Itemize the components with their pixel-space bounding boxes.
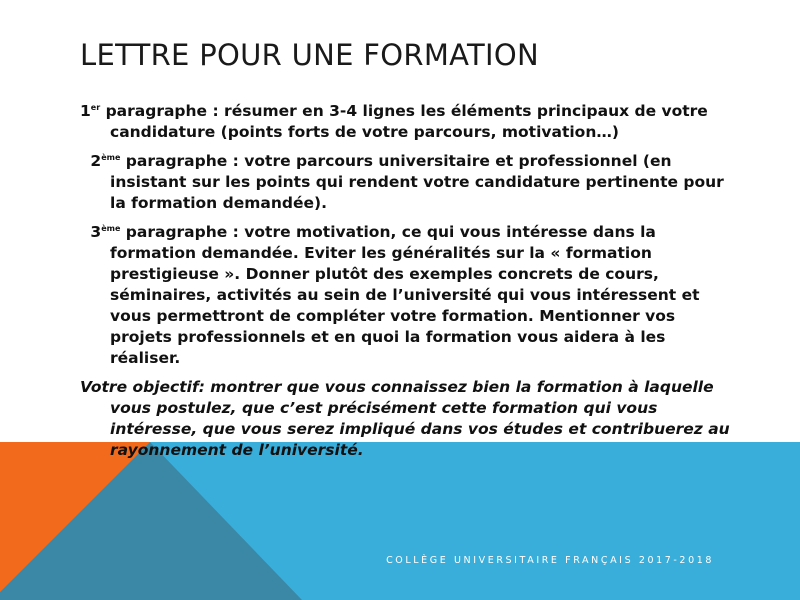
paragraph-text: paragraphe : votre motivation, ce qui vous intéresse dans la formation demandée. Eviter les généralités sur la « formation prestigieuse ». Donner plutôt des exemples concrets de cours, séminaires, activités au sein de l’université qui vous intéressent et vous permettront de compléter votre formation. Mentionner vos projets professionnels et en quoi la formation vous aidera à les réaliser.: [110, 223, 700, 367]
paragraph-ordinal: er: [90, 103, 101, 112]
slide-title: LETTRE POUR UNE FORMATION: [80, 38, 540, 72]
paragraph-text: paragraphe : résumer en 3-4 lignes les éléments principaux de votre candidature (points forts de votre parcours, motivation…): [100, 102, 708, 141]
paragraph-text: paragraphe : votre parcours universitaire et professionnel (en insistant sur les points qui rendent votre candidature pertinente pour la formation demandée).: [110, 152, 724, 212]
paragraph-number: 1: [80, 102, 91, 120]
paragraph-1: [80, 101, 730, 143]
paragraph-ordinal: ème: [101, 153, 121, 162]
paragraph-2: [80, 151, 730, 214]
paragraph-3: [80, 222, 730, 369]
slide-footer: COLLÈGE UNIVERSITAIRE FRANÇAIS 2017-2018: [386, 555, 714, 566]
paragraph-number: 2: [90, 152, 102, 170]
paragraph-ordinal: ème: [101, 224, 121, 233]
paragraph-number: 3: [90, 223, 102, 241]
slide-body: [80, 101, 730, 461]
objective-paragraph: Votre objectif: montrer que vous connaissez bien la formation à laquelle vous postulez, que c’est précisément cette formation qui vous intéresse, que vous serez impliqué dans vos études et contribuerez au rayonnement de l’université.: [80, 378, 730, 459]
